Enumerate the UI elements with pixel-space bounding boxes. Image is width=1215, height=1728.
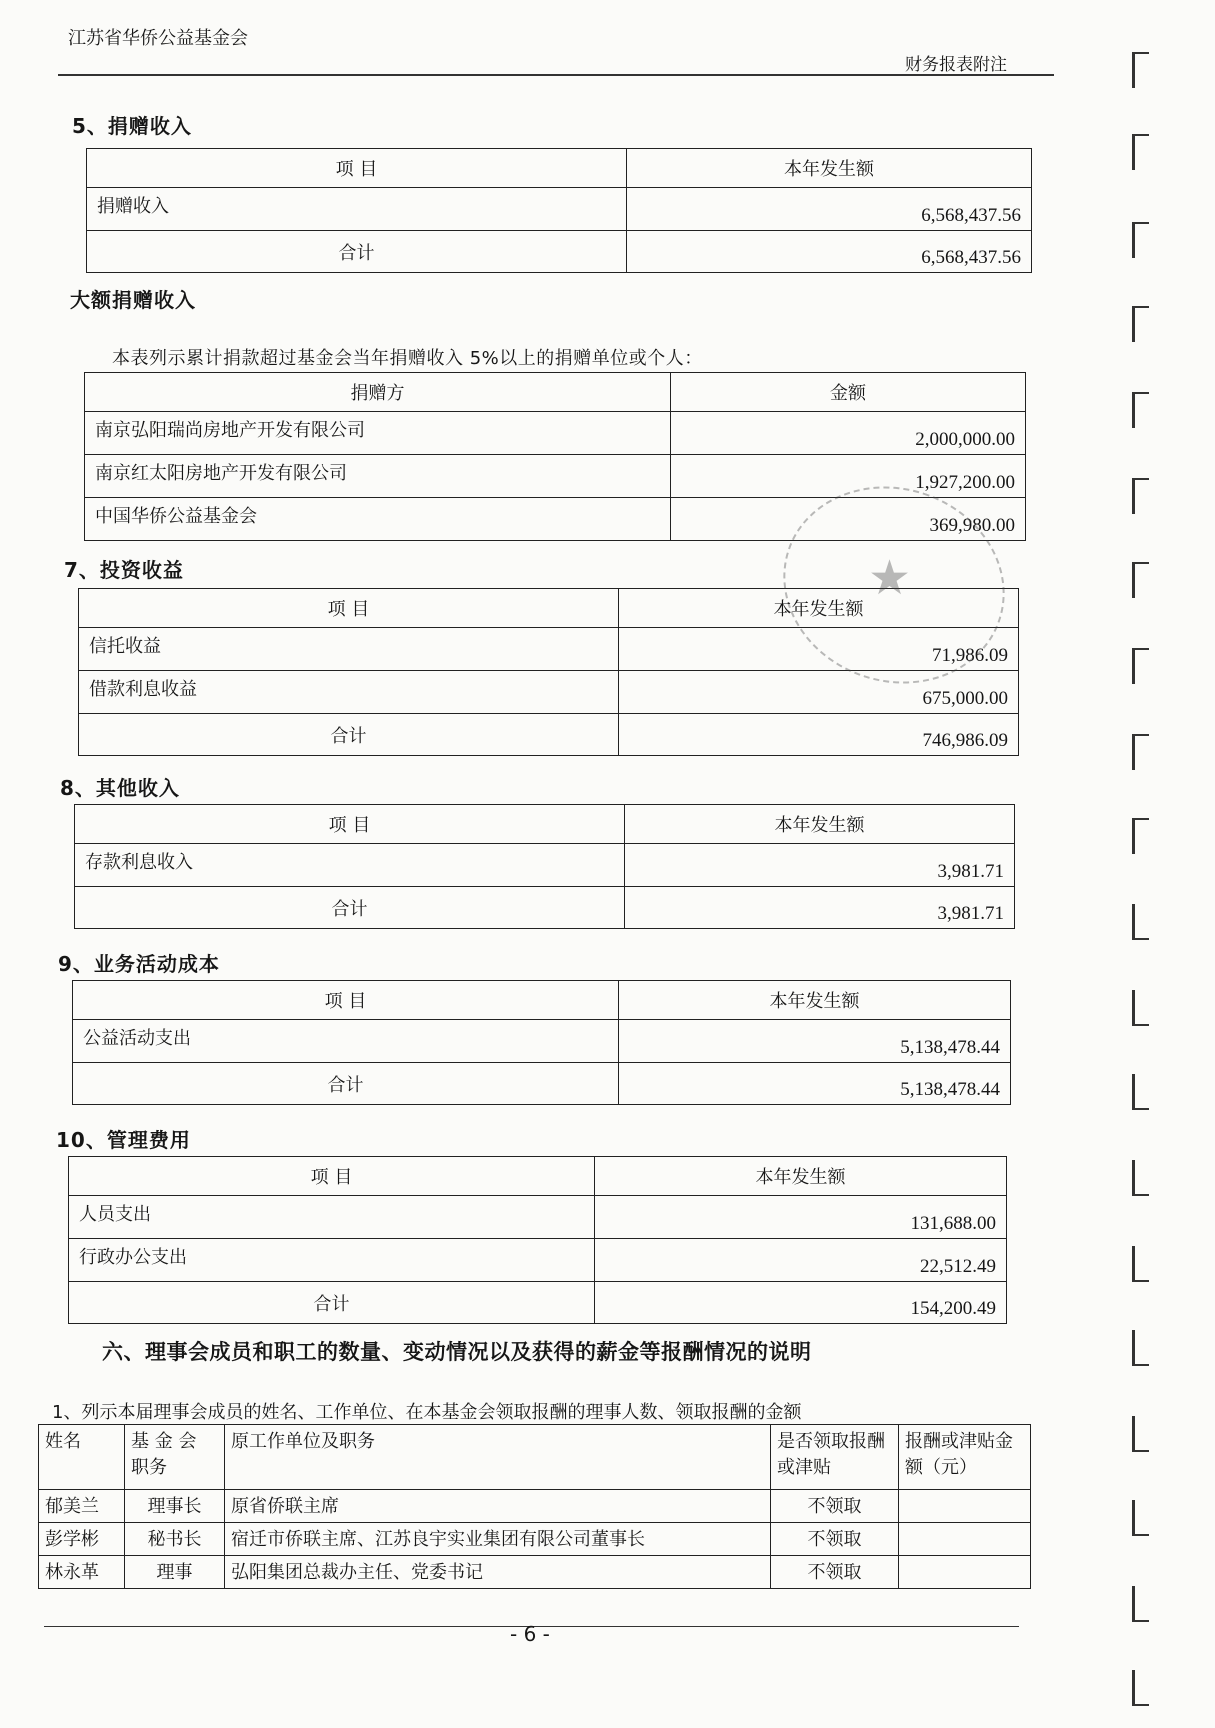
member-paid: 不领取 [771,1523,899,1556]
total-amount: 3,981.71 [625,887,1015,929]
member-paid: 不领取 [771,1490,899,1523]
large-donation-description: 本表列示累计捐款超过基金会当年捐赠收入 5%以上的捐赠单位或个人： [112,348,703,369]
table-row [39,1523,1031,1556]
col-header-amount: 报酬或津贴金额（元） [899,1425,1031,1490]
col-header-amount: 本年发生额 [619,589,1019,628]
col-header-amount: 金额 [671,373,1026,412]
col-header-item: 项 目 [87,149,627,188]
total-amount: 6,568,437.56 [627,231,1032,273]
table-row [73,1020,1011,1063]
page-number: - 6 - [510,1622,550,1646]
table-row [69,1239,1007,1282]
member-paid: 不领取 [771,1556,899,1589]
row-amount: 131,688.00 [595,1196,1007,1239]
col-header-amount: 本年发生额 [627,149,1032,188]
member-role: 理事长 [125,1490,225,1523]
table-total-row [69,1282,1007,1324]
total-label: 合计 [69,1282,595,1324]
member-role: 理事 [125,1556,225,1589]
section-six-subtitle: 1、列示本届理事会成员的姓名、工作单位、在本基金会领取报酬的理事人数、领取报酬的金额 [52,1402,802,1423]
col-header-amount: 本年发生额 [619,981,1011,1020]
donor-name: 中国华侨公益基金会 [85,498,671,541]
row-amount: 675,000.00 [619,671,1019,714]
table-row [75,844,1015,887]
member-name: 郁美兰 [39,1490,125,1523]
business-activity-cost-table [72,980,1011,1105]
col-header-item: 项 目 [79,589,619,628]
total-amount: 154,200.49 [595,1282,1007,1324]
row-label: 捐赠收入 [87,188,627,231]
table-total-row [79,714,1019,756]
table-row [87,188,1032,231]
table-row [39,1490,1031,1523]
table-total-row [73,1063,1011,1105]
col-header-donor: 捐赠方 [85,373,671,412]
row-label: 公益活动支出 [73,1020,619,1063]
total-amount: 746,986.09 [619,714,1019,756]
member-unit: 弘阳集团总裁办主任、党委书记 [225,1556,771,1589]
table-total-row [87,231,1032,273]
row-amount: 6,568,437.56 [627,188,1032,231]
col-header-item: 项 目 [69,1157,595,1196]
total-label: 合计 [87,231,627,273]
member-amount [899,1523,1031,1556]
row-label: 行政办公支出 [69,1239,595,1282]
col-header-name: 姓名 [39,1425,125,1490]
table-total-row [75,887,1015,929]
member-amount [899,1490,1031,1523]
member-unit: 宿迁市侨联主席、江苏良宇实业集团有限公司董事长 [225,1523,771,1556]
row-amount: 5,138,478.44 [619,1020,1011,1063]
section-six-title: 六、理事会成员和职工的数量、变动情况以及获得的薪金等报酬情况的说明 [102,1340,812,1364]
row-label: 人员支出 [69,1196,595,1239]
member-name: 彭学彬 [39,1523,125,1556]
row-amount: 3,981.71 [625,844,1015,887]
donor-name: 南京红太阳房地产开发有限公司 [85,455,671,498]
donor-amount: 369,980.00 [671,498,1026,541]
total-amount: 5,138,478.44 [619,1063,1011,1105]
table-row [69,1196,1007,1239]
section-10-title: 10、管理费用 [56,1128,191,1152]
donor-amount: 1,927,200.00 [671,455,1026,498]
total-label: 合计 [79,714,619,756]
col-header-item: 项 目 [75,805,625,844]
col-header-role: 基 金 会 职务 [125,1425,225,1490]
other-income-table [74,804,1015,929]
row-amount: 22,512.49 [595,1239,1007,1282]
row-label: 存款利息收入 [75,844,625,887]
seal-star-icon: ★ [868,550,912,606]
section-9-title: 9、业务活动成本 [58,952,220,976]
donor-amount: 2,000,000.00 [671,412,1026,455]
management-expense-table [68,1156,1007,1324]
col-header-amount: 本年发生额 [625,805,1015,844]
member-amount [899,1556,1031,1589]
total-label: 合计 [73,1063,619,1105]
page-header-org: 江苏省华侨公益基金会 [68,28,248,49]
total-label: 合计 [75,887,625,929]
donation-income-table [86,148,1032,273]
section-7-title: 7、投资收益 [64,558,184,582]
member-name: 林永革 [39,1556,125,1589]
table-row [39,1556,1031,1589]
section-5-title: 5、捐赠收入 [72,114,192,138]
col-header-amount: 本年发生额 [595,1157,1007,1196]
board-members-table [38,1424,1031,1589]
member-unit: 原省侨联主席 [225,1490,771,1523]
section-8-title: 8、其他收入 [60,776,180,800]
member-role: 秘书长 [125,1523,225,1556]
col-header-item: 项 目 [73,981,619,1020]
page-header-doc-title: 财务报表附注 [905,55,1007,75]
header-divider [58,74,1054,76]
large-donation-title: 大额捐赠收入 [70,288,196,312]
row-label: 借款利息收益 [79,671,619,714]
table-row [85,412,1026,455]
row-amount: 71,986.09 [619,628,1019,671]
col-header-unit: 原工作单位及职务 [225,1425,771,1490]
col-header-paid: 是否领取报酬或津贴 [771,1425,899,1490]
donor-name: 南京弘阳瑞尚房地产开发有限公司 [85,412,671,455]
row-label: 信托收益 [79,628,619,671]
